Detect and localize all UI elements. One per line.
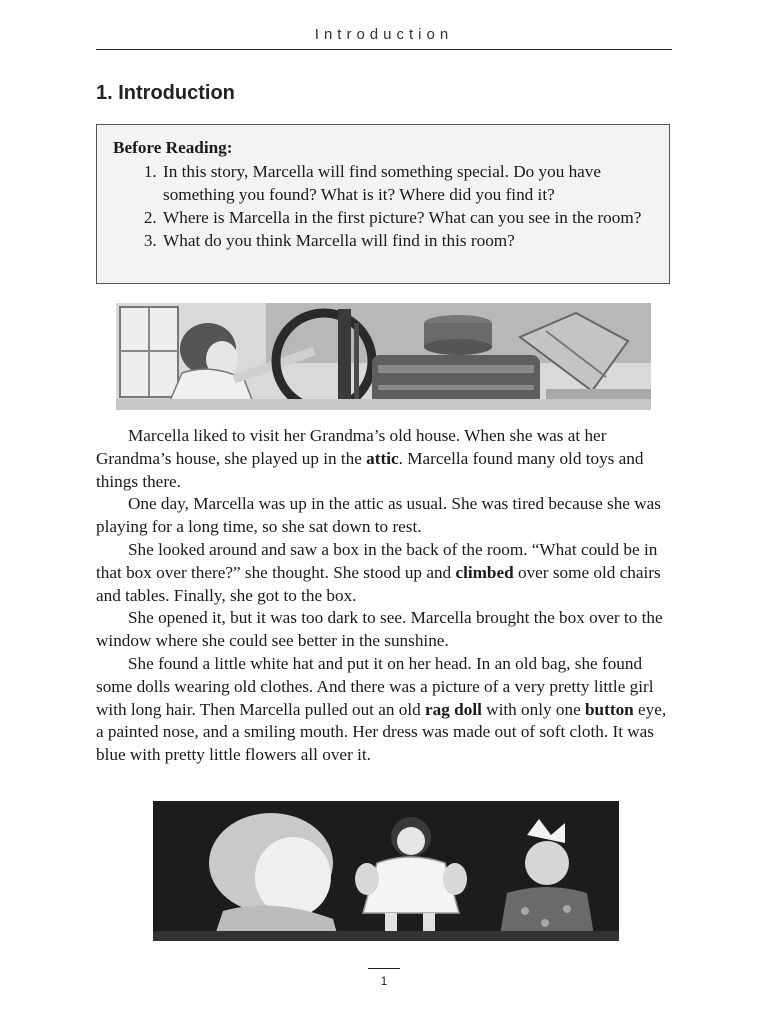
header-rule [96, 49, 672, 50]
dolls-illustration [153, 801, 619, 941]
question-list [113, 160, 653, 252]
attic-scene-image [116, 303, 651, 410]
dolls-scene-image [153, 801, 619, 941]
running-head: Introduction [314, 26, 454, 43]
story-text [96, 425, 674, 767]
question-item: 2. Where is Marcella in the first picture? What can you see in the room? [161, 206, 653, 229]
before-reading-heading: Before Reading: [113, 138, 233, 157]
attic-illustration [116, 303, 651, 410]
story-paragraph: She found a little white hat and put it on her head. In an old bag, she found some dolls wearing old clothes. And there was a picture of a very pretty little girl with long hair. Then Marcella pulled out an old rag doll with only one button eye, a painted nose, and a smiling mouth. Her dress was made out of soft cloth. It was blue with pretty little flowers all over it. [96, 653, 667, 765]
story-paragraph: She looked around and saw a box in the back of the room. “What could be in that box over there?” she thought. She stood up and climbed over some old chairs and tables. Finally, she got to the box. [96, 539, 661, 605]
footer-rule [368, 968, 400, 969]
story-paragraph: Marcella liked to visit her Grandma’s old house. When she was at her Grandma’s house, she played up in the attic. Marcella found many old toys and things there. [96, 426, 644, 491]
vocab-button: button [585, 699, 634, 719]
vocab-attic: attic [366, 448, 399, 468]
vocab-rag-doll: rag doll [425, 699, 482, 719]
before-reading-box [96, 124, 670, 284]
question-item: 1. In this story, Marcella will find something special. Do you have something you found? What is it? Where did you find it? [161, 160, 653, 206]
vocab-climbed: climbed [455, 562, 514, 582]
story-paragraph: She opened it, but it was too dark to see. Marcella brought the box over to the window where she could see better in the sunshine. [96, 608, 663, 651]
story-paragraph: One day, Marcella was up in the attic as usual. She was tired because she was playing for a long time, so she sat down to rest. [96, 494, 661, 537]
page-number: 1 [380, 974, 388, 988]
chapter-title: 1. Introduction [96, 82, 235, 104]
question-item: 3. What do you think Marcella will find in this room? [161, 229, 653, 252]
